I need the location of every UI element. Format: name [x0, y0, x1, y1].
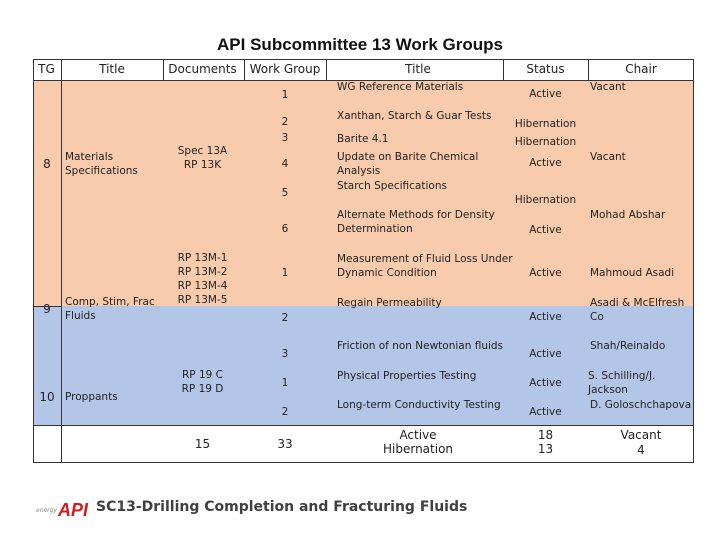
total-chair-count: 4 [637, 443, 645, 457]
work-group-number: 1 [281, 267, 289, 279]
tg8-documents: Spec 13A RP 13K [177, 145, 228, 171]
work-group-status: Active [529, 311, 562, 323]
work-group-status: Active [529, 88, 562, 100]
total-status-counts: 18 13 [537, 428, 554, 456]
tg8-number: 8 [43, 157, 51, 171]
work-group-title: Xanthan, Starch & Guar Tests [337, 110, 492, 122]
total-chair-label: Vacant [620, 428, 662, 442]
tg8-title: Materials Specifications [65, 151, 138, 177]
total-work-groups: 33 [277, 437, 293, 451]
work-group-title: Starch Specifications [337, 180, 447, 192]
work-group-chair: Vacant [590, 151, 626, 163]
work-group-status: Hibernation [514, 194, 577, 206]
tg9-documents: RP 13M-1 RP 13M-2 RP 13M-4 RP 13M-5 [177, 252, 228, 306]
work-group-status: Active [529, 377, 562, 389]
work-group-number: 5 [281, 187, 289, 199]
work-group-status: Active [529, 406, 562, 418]
work-group-title: Barite 4.1 [337, 133, 389, 145]
work-group-number: 3 [281, 132, 289, 144]
work-group-title: Measurement of Fluid Loss Under Dynamic Condition [337, 253, 513, 279]
work-group-number: 3 [281, 348, 289, 360]
work-group-chair: Mohad Abshar [590, 209, 666, 221]
work-group-number: 1 [281, 377, 289, 389]
header-status: Status [526, 62, 565, 76]
header-chair: Chair [625, 62, 657, 76]
work-group-title: Alternate Methods for Density Determination [337, 209, 495, 235]
work-group-status: Hibernation [514, 118, 577, 130]
work-group-number: 2 [281, 406, 289, 418]
work-groups-table [33, 59, 694, 463]
work-group-chair: Shah/Reinaldo [590, 340, 666, 352]
header-title: Title [99, 62, 125, 76]
api-logo-icon [36, 498, 92, 520]
work-group-title: Update on Barite Chemical Analysis [337, 151, 479, 177]
logo-text: API [58, 500, 89, 520]
logo-tagline: energy [36, 507, 58, 514]
tg9-title: Comp, Stim, Frac Fluids [65, 296, 155, 322]
footer-text: SC13-Drilling Completion and Fracturing Fluids [96, 499, 468, 515]
total-status-labels: Active Hibernation [382, 428, 454, 456]
work-group-title: Long-term Conductivity Testing [337, 399, 501, 411]
tg9-number: 9 [43, 302, 51, 316]
work-group-status: Active [529, 267, 562, 279]
tg10-documents: RP 19 C RP 19 D [181, 369, 224, 395]
work-group-status: Active [529, 348, 562, 360]
header-tg: TG [38, 62, 55, 76]
work-group-number: 1 [281, 89, 289, 101]
work-group-number: 2 [281, 116, 289, 128]
header-work-group: Work Group [249, 62, 321, 76]
work-group-number: 4 [281, 158, 289, 170]
total-documents: 15 [194, 437, 211, 451]
work-group-number: 2 [281, 312, 289, 324]
work-group-status: Active [529, 224, 562, 236]
work-group-chair: S. Schilling/J. Jackson [588, 370, 656, 396]
work-group-chair: Asadi & McElfresh Co [590, 297, 685, 323]
work-group-number: 6 [281, 223, 289, 235]
header-documents: Documents [168, 62, 237, 76]
page-title: API Subcommittee 13 Work Groups [217, 35, 503, 54]
work-group-chair: Vacant [590, 81, 626, 93]
work-group-chair: D. Goloschchapova [590, 399, 692, 411]
work-group-title: Friction of non Newtonian fluids [337, 340, 504, 352]
work-group-status: Active [529, 157, 562, 169]
work-group-title: WG Reference Materials [337, 81, 464, 93]
tg10-number: 10 [39, 390, 55, 404]
work-group-title: Physical Properties Testing [337, 370, 477, 382]
header-wg-title: Title [405, 62, 431, 76]
tg10-title: Proppants [65, 391, 118, 403]
work-group-title: Regain Permeability [337, 297, 442, 309]
work-group-chair: Mahmoud Asadi [590, 267, 675, 279]
work-group-status: Hibernation [514, 136, 577, 148]
